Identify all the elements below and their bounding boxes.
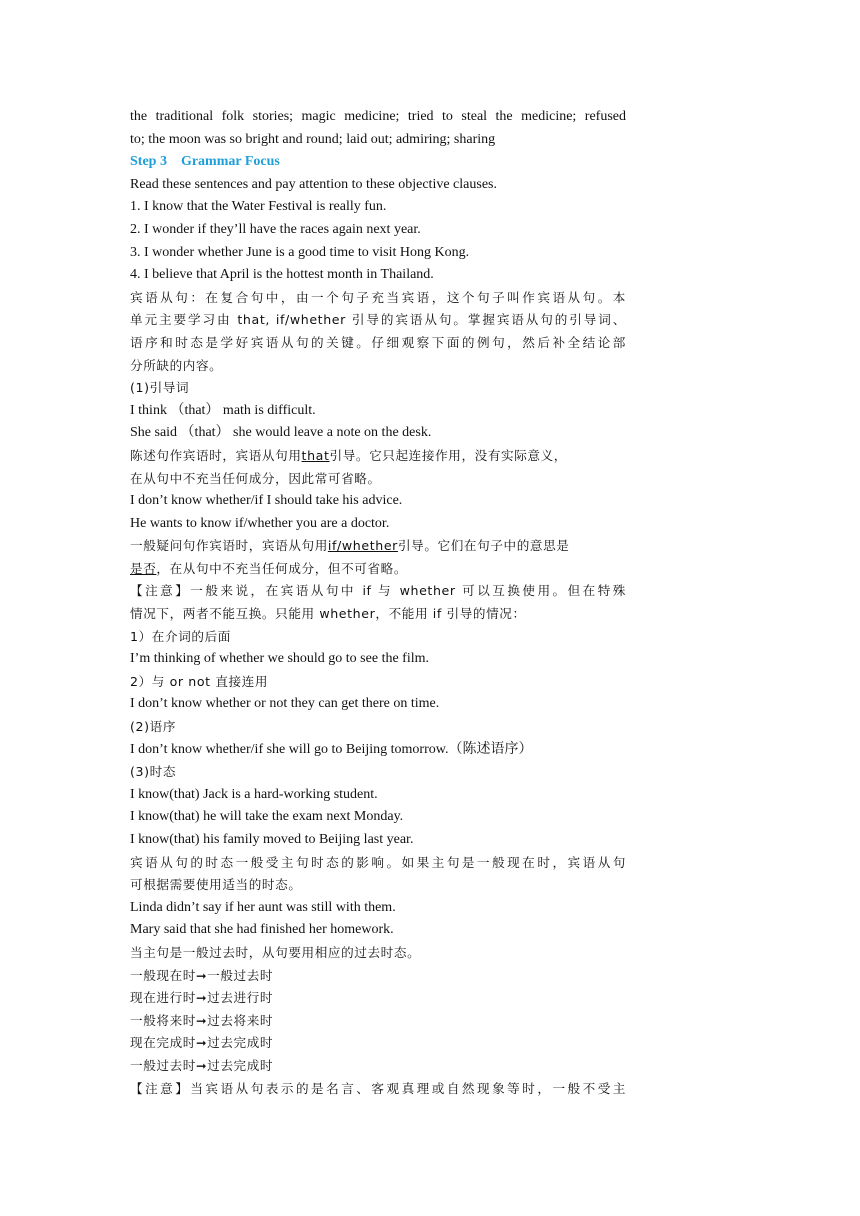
tense-mapping: 一般过去时➞过去完成时: [130, 1057, 274, 1073]
answer-that: that: [301, 447, 330, 463]
example-sentence: I don’t know whether/if I should take his advice.: [130, 493, 403, 509]
example-sentence: Linda didn’t say if her aunt was still with them.: [130, 899, 396, 915]
text-line: [130, 445, 626, 468]
example-sentence: Mary said that she had finished her homework.: [130, 922, 394, 938]
tense-mapping: 现在完成时➞过去完成时: [130, 1035, 274, 1051]
text-segment: 一般疑问句作宾语时，宾语从句用: [130, 538, 328, 554]
text-line: Read these sentences and pay attention to these objective clauses.: [130, 176, 497, 192]
note-line: 【注意】一般来说，在宾语从句中 if 与 whether 可以互换使用。但在特殊: [130, 583, 626, 599]
example-sentence: He wants to know if/whether you are a doctor.: [130, 515, 390, 531]
text-segment: 引导。它只起连接作用，没有实际意义，: [329, 447, 568, 463]
answer-if-whether: if/whether: [327, 538, 398, 554]
text-line: the traditional folk stories; magic medicine; tried to steal the medicine; refused: [130, 109, 626, 124]
note-line: 情况下，两者不能互换。只能用 whether，不能用 if 引导的情况：: [130, 606, 526, 622]
example-sentence: 3. I wonder whether June is a good time to visit Hong Kong.: [130, 244, 470, 260]
text-line: 可根据需要使用适当的时态。: [130, 877, 302, 893]
text-line: [130, 558, 626, 581]
example-sentence: I know(that) Jack is a hard-working student.: [130, 786, 378, 802]
example-sentence: 4. I believe that April is the hottest month in Thailand.: [130, 267, 434, 283]
document-page: [130, 106, 626, 1100]
text-line: 单元主要学习由 that, if/whether 引导的宾语从句。掌握宾语从句的引导词、: [130, 312, 626, 328]
text-segment: 引导。它们在句子中的意思是: [397, 538, 570, 554]
example-sentence: 2. I wonder if they’ll have the races again next year.: [130, 221, 421, 237]
text-line: 分所缺的内容。: [130, 357, 223, 373]
example-sentence: I don’t know whether or not they can get there on time.: [130, 696, 440, 712]
text-line: 在从句中不充当任何成分，因此常可省略。: [130, 470, 381, 486]
text-line: 宾语从句：在复合句中，由一个句子充当宾语，这个句子叫作宾语从句。本: [130, 289, 626, 305]
example-sentence: I don’t know whether/if she will go to Beijing tomorrow.（陈述语序）: [130, 741, 533, 757]
subsection-heading: (2)语序: [130, 719, 177, 735]
text-line: 宾语从句的时态一般受主句时态的影响。如果主句是一般现在时，宾语从句: [130, 854, 626, 870]
example-sentence: 1. I know that the Water Festival is really fun.: [130, 199, 387, 215]
text-segment: 陈述句作宾语时，宾语从句用: [130, 447, 302, 463]
example-sentence: I know(that) his family moved to Beijing last year.: [130, 832, 414, 847]
text-line: [130, 535, 626, 558]
subsection-heading: (1)引导词: [130, 380, 190, 396]
tense-mapping: 现在进行时➞过去进行时: [130, 990, 274, 1006]
text-line: 当主句是一般过去时，从句要用相应的过去时态。: [130, 944, 421, 960]
list-item: 1）在介词的后面: [130, 628, 231, 644]
note-line: 【注意】当宾语从句表示的是名言、客观真理或自然现象等时，一般不受主: [130, 1080, 626, 1096]
text-line: to; the moon was so bright and round; laid out; admiring; sharing: [130, 131, 496, 147]
example-sentence: I know(that) he will take the exam next Monday.: [130, 809, 404, 825]
text-line: 语序和时态是学好宾语从句的关键。仔细观察下面的例句，然后补全结论部: [130, 334, 626, 350]
tense-mapping: 一般将来时➞过去将来时: [130, 1012, 274, 1028]
list-item: 2）与 or not 直接连用: [130, 673, 269, 689]
section-heading: Step 3 Grammar Focus: [130, 154, 280, 170]
text-segment: ，在从句中不充当任何成分，但不可省略。: [156, 560, 408, 576]
subsection-heading: (3)时态: [130, 764, 177, 780]
tense-mapping: 一般现在时➞一般过去时: [130, 967, 274, 983]
example-sentence: She said （that） she would leave a note on the desk.: [130, 425, 432, 441]
example-sentence: I think （that） math is difficult.: [130, 402, 316, 418]
answer-shifou: 是否: [130, 560, 157, 576]
example-sentence: I’m thinking of whether we should go to see the film.: [130, 651, 429, 667]
